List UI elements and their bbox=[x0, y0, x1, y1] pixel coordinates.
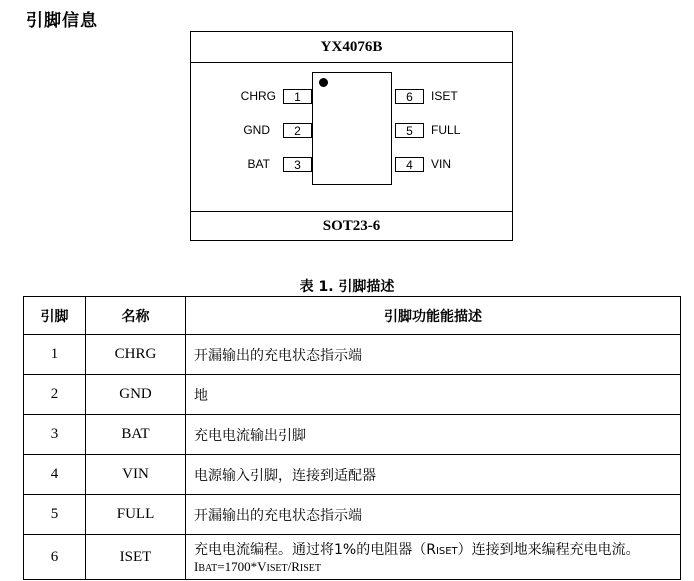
table-row bbox=[24, 335, 681, 375]
pin-number-5: 5 bbox=[395, 123, 424, 138]
pin-description-table bbox=[23, 296, 681, 580]
formula-i: I bbox=[194, 559, 199, 574]
pin-number-2: 2 bbox=[283, 123, 312, 138]
pin-name-iset: ISET bbox=[431, 89, 458, 103]
formula-r: /R bbox=[287, 559, 300, 574]
table-row bbox=[24, 495, 681, 535]
cell-pin: 6 bbox=[24, 535, 86, 580]
pin-number-3: 3 bbox=[283, 157, 312, 172]
cell-pin: 2 bbox=[24, 375, 86, 415]
pin-name-gnd: GND bbox=[243, 123, 270, 137]
table-row bbox=[24, 535, 681, 580]
cell-name: GND bbox=[86, 375, 186, 415]
cell-pin: 1 bbox=[24, 335, 86, 375]
description-line-1 bbox=[194, 539, 679, 559]
table-row bbox=[24, 415, 681, 455]
current-formula bbox=[194, 559, 679, 575]
cell-description: 电源输入引脚，连接到适配器 bbox=[186, 455, 681, 495]
pin-name-chrg: CHRG bbox=[240, 89, 276, 103]
header-description: 引脚功能能描述 bbox=[186, 297, 681, 335]
pin-name-vin: VIN bbox=[431, 157, 452, 171]
formula-sub: ISET bbox=[299, 563, 321, 574]
part-number: YX4076B bbox=[191, 32, 512, 63]
cell-description: 地 bbox=[186, 375, 681, 415]
cell-name: VIN bbox=[86, 455, 186, 495]
pin-number-4: 4 bbox=[395, 157, 424, 172]
table-caption: 表 1. 引脚描述 bbox=[299, 279, 395, 295]
chip-body bbox=[312, 72, 392, 185]
pin-number-1: 1 bbox=[283, 89, 312, 104]
cell-pin: 4 bbox=[24, 455, 86, 495]
header-pin: 引脚 bbox=[24, 297, 86, 335]
pin-name-full: FULL bbox=[431, 123, 461, 137]
package-diagram bbox=[190, 31, 513, 241]
table-header-row bbox=[24, 297, 681, 335]
formula-eq: =1700*V bbox=[217, 559, 267, 574]
desc-text: ）连接到地来编程充电电流。 bbox=[457, 542, 640, 558]
desc-text: 充电电流编程。通过将1%的电阻器（R bbox=[194, 542, 436, 558]
cell-name: BAT bbox=[86, 415, 186, 455]
section-title: 引脚信息 bbox=[26, 11, 98, 31]
table-row bbox=[24, 375, 681, 415]
cell-name: ISET bbox=[86, 535, 186, 580]
cell-name: CHRG bbox=[86, 335, 186, 375]
formula-sub: BAT bbox=[198, 563, 218, 574]
cell-name: FULL bbox=[86, 495, 186, 535]
desc-subscript: ISET bbox=[435, 546, 458, 557]
pin-number-6: 6 bbox=[395, 89, 424, 104]
cell-description: 开漏输出的充电状态指示端 bbox=[186, 335, 681, 375]
package-type: SOT23-6 bbox=[191, 211, 512, 240]
cell-description bbox=[186, 535, 681, 580]
cell-pin: 5 bbox=[24, 495, 86, 535]
cell-pin: 3 bbox=[24, 415, 86, 455]
header-name: 名称 bbox=[86, 297, 186, 335]
pin-name-bat: BAT bbox=[247, 157, 270, 171]
pin1-marker-icon bbox=[319, 78, 328, 87]
cell-description: 充电电流输出引脚 bbox=[186, 415, 681, 455]
cell-description: 开漏输出的充电状态指示端 bbox=[186, 495, 681, 535]
table-row bbox=[24, 455, 681, 495]
formula-sub: ISET bbox=[266, 563, 288, 574]
